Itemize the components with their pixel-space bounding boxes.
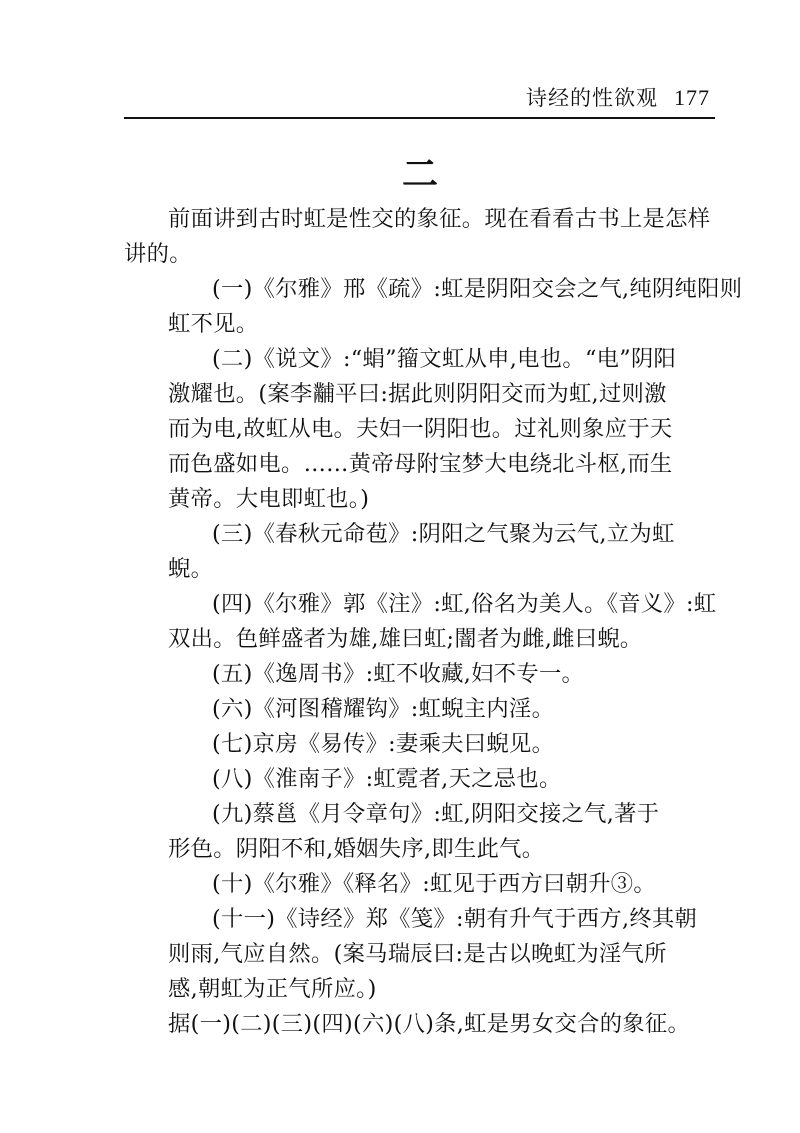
body-text	[124, 202, 743, 1042]
text-line: (三)《春秋元命苞》:阴阳之气聚为云气,立为虹	[212, 521, 675, 547]
citation-11	[124, 902, 724, 1007]
text-line: 激耀也。(案李黼平曰:据此则阴阳交而为虹,过则激	[168, 381, 667, 407]
text-line: (五)《逸周书》:虹不收藏,妇不专一。	[212, 661, 585, 687]
header-title: 诗经的性欲观	[526, 86, 658, 110]
conclusion-line: 据(一)(二)(三)(四)(六)(八)条,虹是男女交合的象征。	[168, 1011, 691, 1037]
text-line: (九)蔡邕《月令章句》:虹,阴阳交接之气,著于	[212, 801, 660, 827]
citation-7	[124, 727, 724, 762]
text-line: 讲的。	[124, 241, 192, 267]
citation-8	[124, 762, 724, 797]
intro-paragraph	[124, 202, 724, 272]
header-rule	[124, 117, 715, 119]
text-line: 前面讲到古时虹是性交的象征。现在看看古书上是怎样	[168, 206, 711, 232]
text-line: 双出。色鲜盛者为雄,雄曰虹;闇者为雌,雌曰蜺。	[168, 626, 643, 652]
text-line: 则雨,气应自然。(案马瑞辰曰:是古以晚虹为淫气所	[168, 941, 667, 967]
page-number: 177	[674, 85, 710, 110]
text-line: (七)京房《易传》:妻乘夫曰蜺见。	[212, 731, 555, 757]
text-line: (四)《尔雅》郭《注》:虹,俗名为美人。《音义》:虹	[212, 591, 717, 617]
text-line: (八)《淮南子》:虹霓者,天之忌也。	[212, 766, 562, 792]
text-line: 黄帝。大电即虹也。)	[168, 486, 370, 512]
text-line: (十一)《诗经》郑《笺》:朝有升气于西方,终其朝	[212, 906, 698, 932]
citation-10	[124, 867, 724, 902]
text-line: 而色盛如电。……黄帝母附宝梦大电绕北斗枢,而生	[168, 451, 673, 477]
text-line: 而为电,故虹从电。夫妇一阴阳也。过礼则象应于天	[168, 416, 673, 442]
citation-5	[124, 657, 724, 692]
text-line: 蜺。	[168, 556, 214, 582]
citation-2	[124, 342, 724, 517]
citation-4	[124, 587, 724, 657]
section-number: 二	[401, 153, 438, 195]
text-line: 形色。阴阳不和,婚姻失序,即生此气。	[168, 836, 545, 862]
citation-1	[124, 272, 743, 342]
text-line: (一)《尔雅》邢《疏》:虹是阴阳交会之气,纯阴纯阳则	[212, 276, 743, 302]
citation-3	[124, 517, 724, 587]
running-header	[0, 82, 710, 112]
text-line: 虹不见。	[168, 311, 259, 337]
text-line: (六)《河图稽耀钩》:虹蜺主内淫。	[212, 696, 555, 722]
text-line: (十)《尔雅》《释名》:虹见于西方曰朝升③。	[212, 871, 657, 897]
citation-6	[124, 692, 724, 727]
text-line: 感,朝虹为正气所应。)	[168, 976, 377, 1002]
citation-9	[124, 797, 724, 867]
text-line: (二)《说文》:“蜎”籀文虹从申,电也。“电”阴阳	[212, 346, 677, 372]
